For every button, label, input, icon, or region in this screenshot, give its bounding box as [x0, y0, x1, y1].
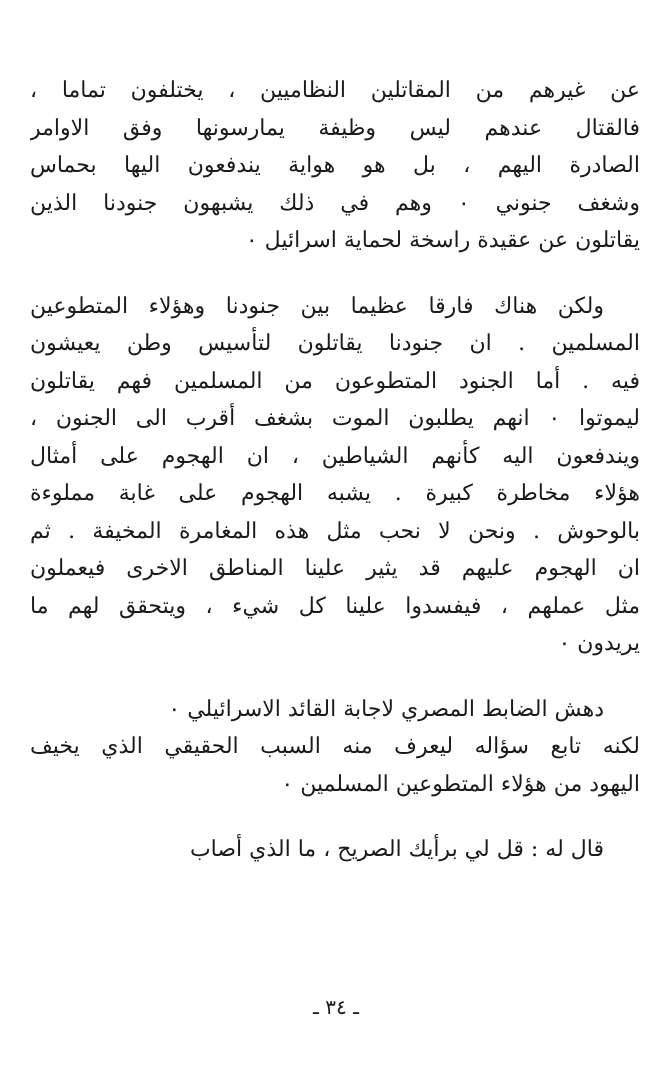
text-line: لكنه تابع سؤاله ليعرف منه السبب الحقيقي الذي يخيف	[30, 734, 640, 759]
text-line: هؤلاء مخاطرة كبيرة . يشبه الهجوم على غابة مملوءة	[30, 481, 640, 506]
text-line: ليموتوا ٠ انهم يطلبون الموت بشغف أقرب الى الجنون ،	[30, 406, 640, 431]
text-line: يقاتلون عن عقيدة راسخة لحماية اسرائيل ٠	[245, 228, 640, 253]
paragraph-1	[30, 72, 640, 260]
paragraph-2	[30, 288, 640, 663]
text-line: الصادرة اليهم ، بل هو هواية يندفعون اليها بحماس	[30, 153, 640, 178]
text-line: يريدون ٠	[558, 631, 640, 656]
paragraph-3	[30, 691, 640, 804]
text-line: ولكن هناك فارقا عظيما بين جنودنا وهؤلاء المتطوعين	[30, 293, 604, 319]
text-line: ان الهجوم عليهم قد يثير علينا المناطق الاخرى فيعملون	[30, 556, 640, 581]
page-body	[30, 72, 640, 897]
text-line: بالوحوش . ونحن لا نحب مثل هذه المغامرة المخيفة . ثم	[30, 518, 640, 544]
text-line: فيه . أما الجنود المتطوعون من المسلمين فهم يقاتلون	[30, 368, 640, 394]
text-line: اليهود من هؤلاء المتطوعين المسلمين ٠	[281, 771, 640, 797]
text-line: ويندفعون اليه كأنهم الشياطين ، ان الهجوم على أمثال	[30, 443, 640, 469]
text-line: قال له : قل لي برأيك الصريح ، ما الذي أصاب	[189, 837, 604, 862]
text-line: دهش الضابط المصري لاجابة القائد الاسرائيلي ٠	[168, 696, 604, 722]
text-line: فالقتال عندهم ليس وظيفة يمارسونها وفق الاوامر	[30, 115, 640, 141]
text-line: عن غيرهم من المقاتلين النظاميين ، يختلفون تماما ،	[30, 78, 640, 103]
page-number: ـ ٣٤ ـ	[313, 995, 359, 1019]
paragraph-4	[30, 831, 640, 869]
text-line: مثل عملهم ، فيفسدوا علينا كل شيء ، ويتحقق لهم ما	[30, 593, 640, 619]
text-line: وشغف جنوني ٠ وهم في ذلك يشبهون جنودنا الذين	[30, 190, 640, 216]
text-line: المسلمين . ان جنودنا يقاتلون لتأسيس وطن يعيشون	[30, 331, 640, 356]
